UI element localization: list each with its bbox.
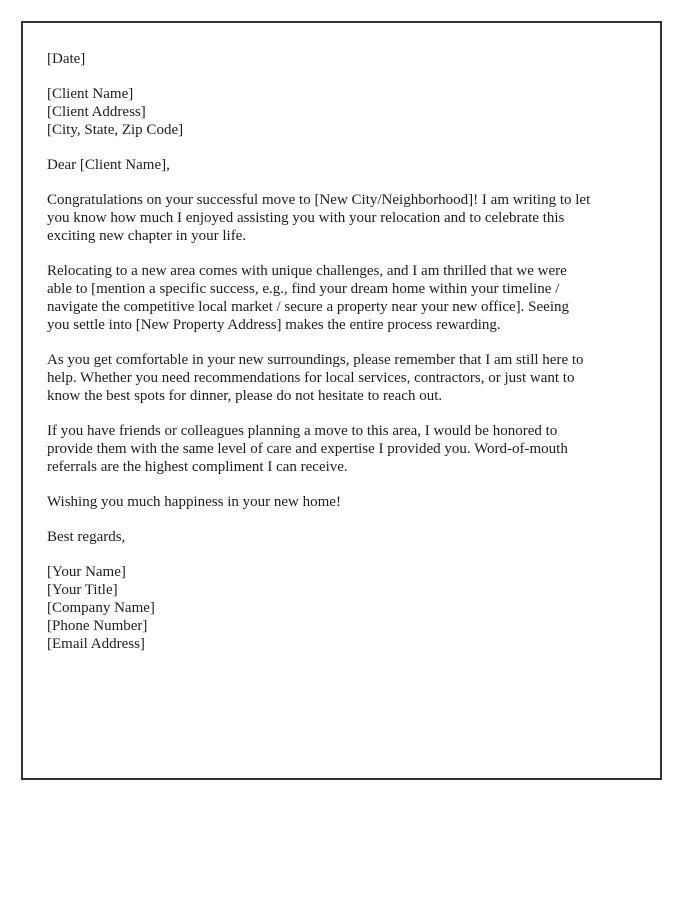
body-line: know the best spots for dinner, please do not hesitate to reach out. — [47, 388, 443, 404]
paragraph-referrals — [47, 422, 636, 476]
body-line: navigate the competitive local market / secure a property near your new office]. Seeing — [47, 299, 570, 315]
body-line: referrals are the highest compliment I can receive. — [47, 459, 348, 475]
recipient-line-address: [Client Address] — [47, 104, 146, 120]
salutation: Dear [Client Name], — [47, 157, 170, 173]
paragraph-still-here-to-help — [47, 351, 636, 405]
recipient-line-name: [Client Name] — [47, 86, 134, 102]
paragraph-congratulations — [47, 191, 636, 245]
body-line: you know how much I enjoyed assisting you with your relocation and to celebrate this — [47, 210, 565, 226]
body-line: As you get comfortable in your new surroundings, please remember that I am still here to — [47, 352, 584, 368]
recipient-block — [47, 85, 636, 139]
signature-line-name: [Your Name] — [47, 564, 126, 580]
body-line: able to [mention a specific success, e.g., find your dream home within your timeline / — [47, 281, 560, 297]
body-line: Congratulations on your successful move to [New City/Neighborhood]! I am writing to let — [47, 192, 591, 208]
paragraph-well-wishes — [47, 493, 636, 511]
body-line: help. Whether you need recommendations for local services, contractors, or just want to — [47, 370, 575, 386]
signature-line-title: [Your Title] — [47, 582, 118, 598]
body-line: provide them with the same level of care and expertise I provided you. Word-of-mouth — [47, 441, 568, 457]
body-line: you settle into [New Property Address] makes the entire process rewarding. — [47, 317, 501, 333]
body-line: Relocating to a new area comes with unique challenges, and I am thrilled that we were — [47, 263, 567, 279]
recipient-line-city-state-zip: [City, State, Zip Code] — [47, 122, 184, 138]
body-line: If you have friends or colleagues planning a move to this area, I would be honored to — [47, 423, 558, 439]
letter-page — [21, 21, 662, 780]
signature-block — [47, 563, 636, 653]
signature-line-company: [Company Name] — [47, 600, 155, 616]
paragraph-relocating — [47, 262, 636, 334]
body-line: Wishing you much happiness in your new home! — [47, 494, 341, 510]
date-line: [Date] — [47, 51, 86, 67]
signature-line-phone: [Phone Number] — [47, 618, 148, 634]
signature-line-email: [Email Address] — [47, 636, 145, 652]
body-line: exciting new chapter in your life. — [47, 228, 247, 244]
closing-valediction: Best regards, — [47, 529, 126, 545]
